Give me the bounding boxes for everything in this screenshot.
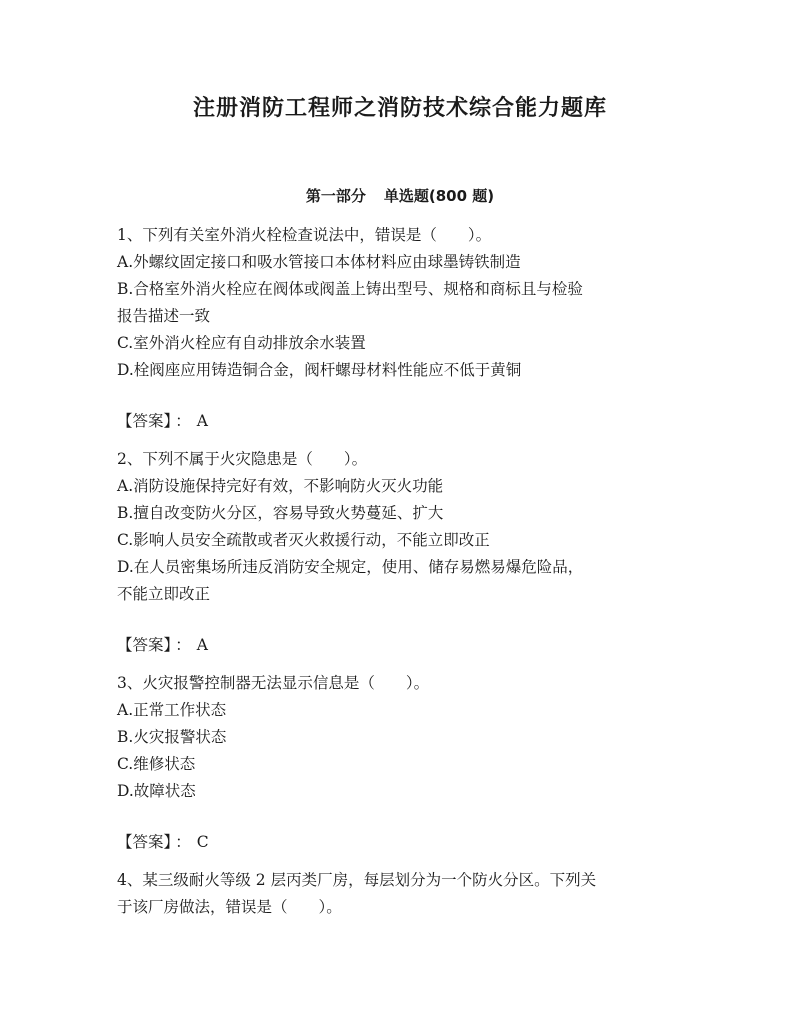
- section-heading: [0, 185, 800, 207]
- option-b-continued: 报告描述一致: [117, 307, 211, 325]
- answer-label: 【答案】: [117, 636, 172, 654]
- option-c: C.室外消火栓应有自动排放余水装置: [117, 334, 366, 352]
- option-c: C.影响人员安全疏散或者灭火救援行动，不能立即改正: [117, 531, 490, 549]
- question-stem-continued: 于该厂房做法，错误是（ ）。: [117, 898, 342, 916]
- option-d: D.在人员密集场所违反消防安全规定，使用、储存易燃易爆危险品，: [117, 558, 584, 576]
- option-d: D.栓阀座应用铸造铜合金，阀杆螺母材料性能应不低于黄铜: [117, 361, 522, 379]
- option-d-continued: 不能立即改正: [117, 585, 211, 603]
- option-b: B.合格室外消火栓应在阀体或阀盖上铸出型号、规格和商标且与检验: [117, 280, 583, 298]
- option-a: A.正常工作状态: [117, 701, 227, 719]
- question-item: [117, 670, 687, 856]
- page-title: 注册消防工程师之消防技术综合能力题库: [192, 96, 607, 121]
- question-item: [117, 222, 687, 435]
- option-b: B.火灾报警状态: [117, 728, 227, 746]
- answer-separator: ：: [175, 636, 191, 654]
- question-list: [117, 222, 687, 921]
- answer-separator: ：: [175, 833, 191, 851]
- question-stem: 4、某三级耐火等级 2 层丙类厂房，每层划分为一个防火分区。下列关: [117, 871, 597, 889]
- answer-separator: ：: [175, 412, 191, 430]
- question-item: [117, 446, 687, 659]
- question-stem: 3、火灾报警控制器无法显示信息是（ ）。: [117, 674, 430, 692]
- answer-value: A: [196, 412, 208, 430]
- option-b: B.擅自改变防火分区，容易导致火势蔓延、扩大: [117, 504, 444, 522]
- answer-value: C: [196, 833, 209, 851]
- option-c: C.维修状态: [117, 755, 196, 773]
- answer-line: [117, 829, 687, 856]
- answer-line: [117, 408, 687, 435]
- option-d: D.故障状态: [117, 782, 196, 800]
- option-a: A.外螺纹固定接口和吸水管接口本体材料应由球墨铸铁制造: [117, 253, 521, 271]
- answer-label: 【答案】: [117, 412, 172, 430]
- question-stem: 1、下列有关室外消火栓检查说法中，错误是（ ）。: [117, 226, 492, 244]
- question-item: [117, 867, 687, 921]
- option-a: A.消防设施保持完好有效，不影响防火灭火功能: [117, 477, 444, 495]
- answer-label: 【答案】: [117, 833, 172, 851]
- section-name: 单选题(800 题): [383, 187, 495, 205]
- question-stem: 2、下列不属于火灾隐患是（ ）。: [117, 450, 368, 468]
- section-part: 第一部分: [305, 187, 366, 205]
- answer-value: A: [196, 636, 208, 654]
- answer-line: [117, 632, 687, 659]
